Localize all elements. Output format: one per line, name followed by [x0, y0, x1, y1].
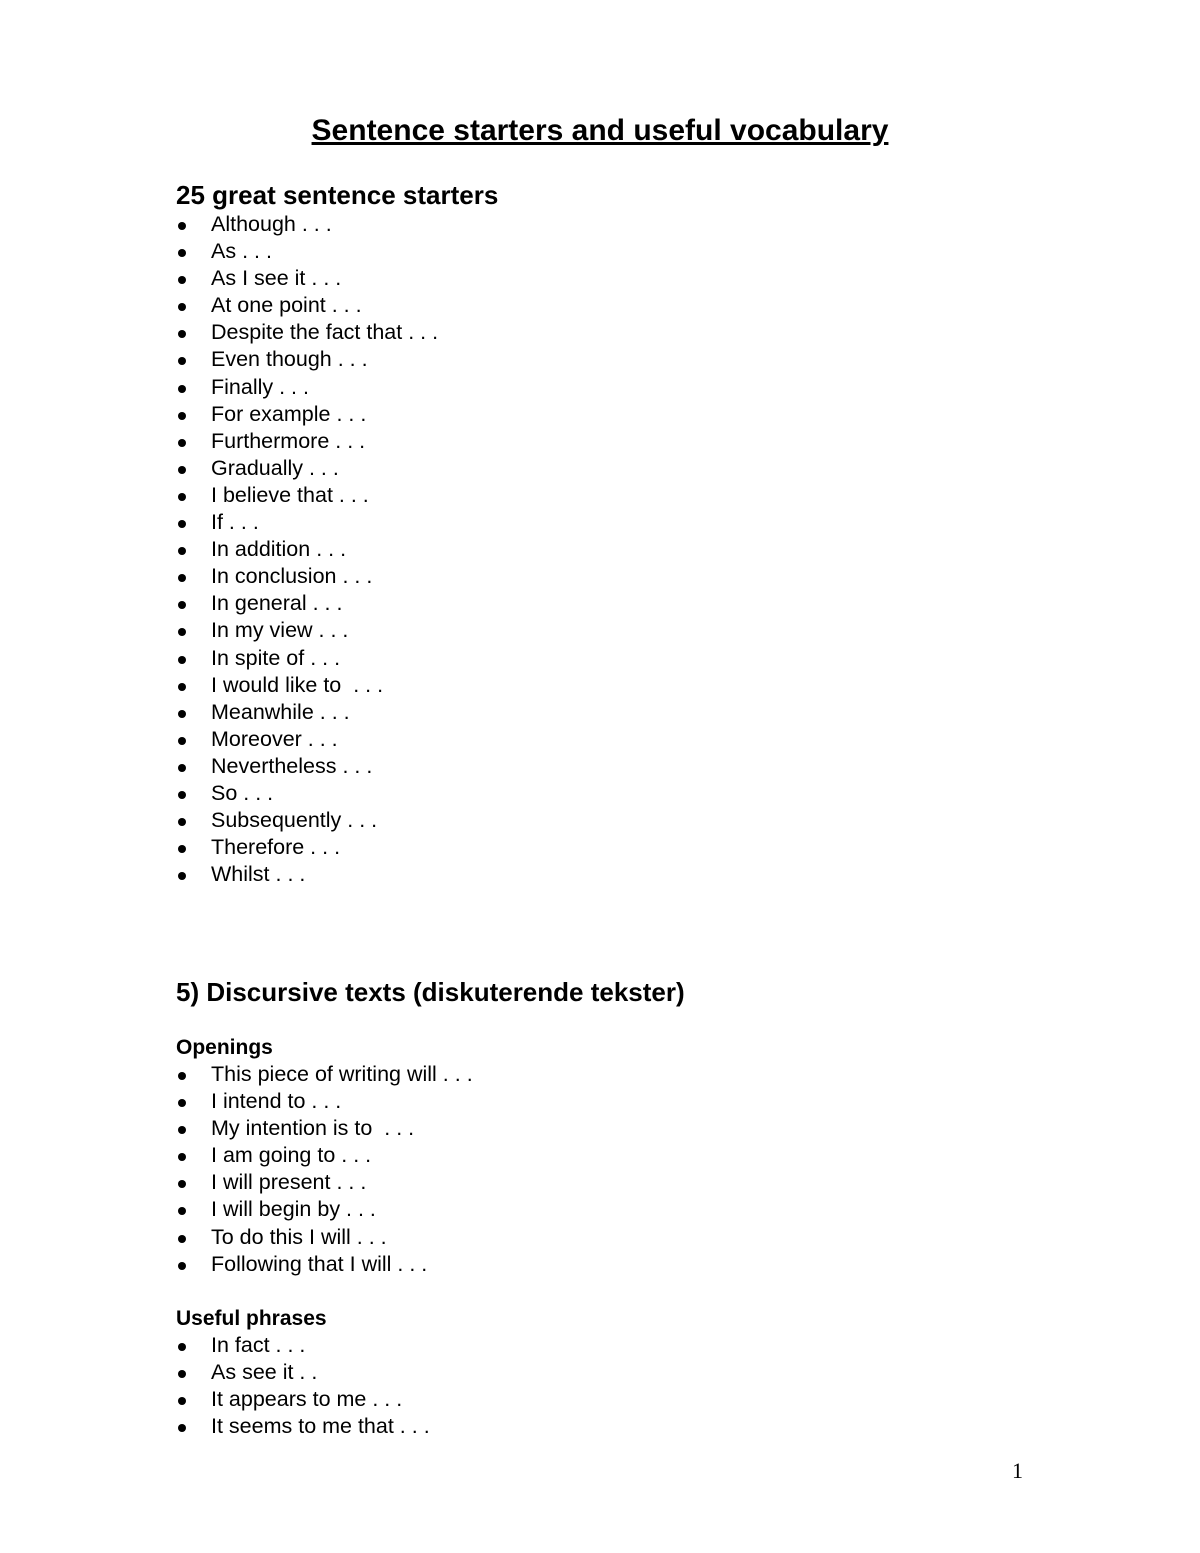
bullet-icon — [178, 764, 186, 772]
bullet-icon — [178, 547, 186, 555]
list-item-text: Therefore . . . — [211, 835, 341, 860]
starters-list — [176, 211, 438, 888]
list-item-text: I will present . . . — [211, 1170, 367, 1195]
list-item-text: At one point . . . — [211, 293, 362, 318]
list-item-text: This piece of writing will . . . — [211, 1062, 473, 1086]
list-item — [176, 1359, 430, 1386]
bullet-icon — [178, 710, 186, 718]
bullet-icon — [178, 385, 186, 393]
bullet-icon — [178, 249, 186, 257]
list-item — [176, 1169, 473, 1196]
list-item — [176, 292, 438, 319]
list-item — [176, 1088, 473, 1115]
list-item — [176, 780, 438, 807]
bullet-icon — [178, 1072, 186, 1080]
list-item — [176, 536, 438, 563]
list-item-text: To do this I will . . . — [211, 1224, 387, 1249]
list-item — [176, 509, 438, 536]
bullet-icon — [178, 1370, 186, 1378]
bullet-icon — [178, 1235, 186, 1243]
bullet-icon — [178, 845, 186, 853]
bullet-icon — [178, 357, 186, 365]
bullet-icon — [178, 628, 186, 636]
list-item — [176, 1142, 473, 1169]
list-item — [176, 1386, 430, 1413]
list-item-text: Despite the fact that . . . — [211, 320, 439, 345]
bullet-icon — [178, 466, 186, 474]
bullet-icon — [178, 222, 186, 230]
openings-list — [176, 1061, 473, 1278]
bullet-icon — [178, 1424, 186, 1432]
bullet-icon — [178, 276, 186, 284]
list-item — [176, 699, 438, 726]
list-item-text: Gradually . . . — [211, 455, 339, 480]
list-item-text: In general . . . — [211, 591, 343, 616]
list-item-text: It appears to me . . . — [211, 1387, 403, 1412]
list-item — [176, 617, 438, 644]
bullet-icon — [178, 412, 186, 420]
list-item — [176, 1251, 473, 1278]
bullet-icon — [178, 1397, 186, 1405]
page-number: 1 — [1012, 1458, 1023, 1483]
list-item — [176, 455, 438, 482]
list-item-text: As . . . — [211, 239, 272, 264]
list-item-text: I intend to . . . — [211, 1089, 342, 1114]
bullet-icon — [178, 330, 186, 338]
bullet-icon — [178, 683, 186, 691]
list-item — [176, 319, 438, 346]
list-item-text: In my view . . . — [211, 618, 349, 643]
bullet-icon — [178, 818, 186, 826]
list-item-text: I believe that . . . — [211, 482, 369, 507]
list-item-text: Moreover . . . — [211, 726, 338, 751]
bullet-icon — [178, 1099, 186, 1107]
bullet-icon — [178, 1180, 186, 1188]
list-item — [176, 346, 438, 373]
list-item-text: In spite of . . . — [211, 645, 341, 670]
list-item — [176, 265, 438, 292]
list-item — [176, 645, 438, 672]
bullet-icon — [178, 574, 186, 582]
bullet-icon — [178, 872, 186, 880]
list-item — [176, 238, 438, 265]
starters-heading: 25 great sentence starters — [176, 180, 499, 210]
list-item-text: Even though . . . — [211, 347, 368, 372]
list-item — [176, 861, 438, 888]
bullet-icon — [178, 656, 186, 664]
bullet-icon — [178, 303, 186, 311]
phrases-heading: Useful phrases — [176, 1307, 327, 1330]
list-item — [176, 1413, 430, 1440]
list-item-text: I will begin by . . . — [211, 1197, 376, 1222]
list-item — [176, 482, 438, 509]
list-item-text: Following that I will . . . — [211, 1251, 428, 1276]
page-title: Sentence starters and useful vocabulary — [311, 114, 889, 147]
list-item — [176, 807, 438, 834]
bullet-icon — [178, 1262, 186, 1270]
list-item — [176, 753, 438, 780]
discursive-heading: 5) Discursive texts (diskuterende tekster) — [176, 977, 685, 1007]
list-item-text: In conclusion . . . — [211, 564, 373, 589]
list-item-text: For example . . . — [211, 401, 367, 426]
bullet-icon — [178, 439, 186, 447]
list-item — [176, 590, 438, 617]
list-item-text: Subsequently . . . — [211, 808, 378, 833]
phrases-list — [176, 1332, 430, 1440]
list-item-text: My intention is to . . . — [211, 1116, 415, 1141]
bullet-icon — [178, 1207, 186, 1215]
list-item-text: It seems to me that . . . — [211, 1414, 430, 1439]
list-item-text: As see it . . — [211, 1360, 318, 1385]
list-item — [176, 672, 438, 699]
list-item-text: Furthermore . . . — [211, 428, 366, 453]
list-item — [176, 211, 438, 238]
list-item-text: I am going to . . . — [211, 1143, 372, 1168]
list-item-text: Whilst . . . — [211, 862, 306, 887]
list-item — [176, 374, 438, 401]
bullet-icon — [178, 493, 186, 501]
list-item-text: In fact . . . — [211, 1333, 306, 1357]
bullet-icon — [178, 1153, 186, 1161]
list-item — [176, 1115, 473, 1142]
bullet-icon — [178, 601, 186, 609]
bullet-icon — [178, 1343, 186, 1351]
list-item — [176, 726, 438, 753]
list-item-text: If . . . — [211, 510, 259, 535]
openings-heading: Openings — [176, 1036, 273, 1059]
list-item — [176, 1332, 430, 1359]
list-item — [176, 834, 438, 861]
list-item-text: Although . . . — [211, 212, 332, 236]
list-item — [176, 1061, 473, 1088]
list-item-text: As I see it . . . — [211, 266, 342, 291]
list-item — [176, 563, 438, 590]
list-item — [176, 1224, 473, 1251]
bullet-icon — [178, 791, 186, 799]
list-item — [176, 401, 438, 428]
list-item — [176, 428, 438, 455]
list-item-text: Finally . . . — [211, 374, 309, 399]
bullet-icon — [178, 1126, 186, 1134]
list-item-text: So . . . — [211, 780, 274, 805]
list-item-text: Meanwhile . . . — [211, 699, 350, 724]
list-item — [176, 1196, 473, 1223]
bullet-icon — [178, 737, 186, 745]
list-item-text: I would like to . . . — [211, 672, 384, 697]
list-item-text: In addition . . . — [211, 537, 347, 562]
list-item-text: Nevertheless . . . — [211, 753, 373, 778]
bullet-icon — [178, 520, 186, 528]
